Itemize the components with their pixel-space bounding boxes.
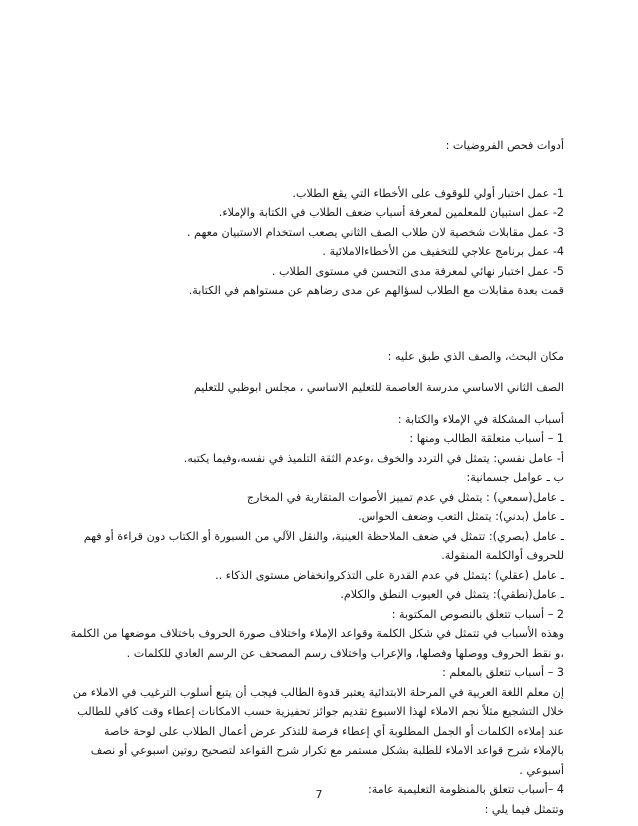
document-body	[70, 136, 564, 819]
cause-subheading: 4 –أسباب تتعلق بالمنظومة التعليمية عامة:	[368, 783, 564, 796]
cause-item: ـ عامل (بدني): يتمثل التعب وضعف الحواس.	[358, 510, 564, 523]
cause-subheading: 1 – أسباب متعلقة الطالب ومنها :	[409, 432, 564, 445]
tool-item: 1- عمل اختبار أولي للوقوف على الأخطاء التي يقع الطلاب.	[292, 186, 564, 200]
tool-item: 2- عمل استبيان للمعلمين لمعرفة أسباب ضعف الطلاب في الكتابة والإملاء.	[218, 206, 564, 219]
page-number: 7	[315, 788, 323, 801]
cause-item: ـ عامل (بصري): تتمثل في ضعف الملاحظة العينية، والنقل الآلي من السبورة أو الكتاب دون قراءة أو فهم للحروف أوالكلمة المنقولة.	[83, 529, 564, 562]
tool-item: 3- عمل مقابلات شخصية لان طلاب الصف الثاني يصعب استخدام الاستبيان معهم .	[186, 225, 564, 239]
cause-subheading: 3 – أسباب تتعلق بالمعلم :	[442, 666, 564, 679]
tool-item: 4- عمل برنامج علاجي للتخفيف من الأخطاءالاملائية .	[322, 245, 564, 258]
cause-item: أ- عامل نفسي: يتمثل في التردد والخوف ،وعدم الثقة التلميذ في نفسه،وفيما يكتبه.	[183, 451, 564, 465]
causes-heading: أسباب المشكلة في الإملاء والكتابة :	[397, 412, 564, 426]
tool-item: 5- عمل اختبار نهائي لمعرفة مدى التحسن في مستوى الطلاب .	[271, 264, 564, 278]
tools-heading: أدوات فحص الفروضيات :	[445, 139, 564, 152]
cause-item: ـ عامل(نطقي): يتمثل في العيوب النطق والكلام.	[340, 588, 564, 601]
cause-item: وتتمثل فيما يلي :	[484, 802, 564, 816]
cause-item: ـ عامل (عقلي) :يتمثل في عدم القدرة على التذكروانخفاض مستوى الذكاء ..	[215, 568, 564, 582]
place-text: الصف الثاني الاساسي مدرسة العاصمة للتعليم الاساسي ، مجلس ابوظبي للتعليم	[193, 381, 564, 394]
cause-paragraph: إن معلم اللغة العربية في المرحلة الابتدائية يعتبر قدوة الطالب فيجب أن يتبع أسلوب الترغيب في الاملاء من خلال التشجيع مثلاً نجم الاملاء لهذا الاسبوع تقديم جوائز تحفيزية حسب الامكانات إعطاء وقت كافي للطالب عند إملاءه الكلمات أو الجمل المطلوبة أي إعطاء فرصة للتذكر عرض أعمال الطلاب على لوحة خاصة بالإملاء شرح قواعد الاملاء للطلبة بشكل مستمر مع تكرار شرح القواعد لتصحيح روتين اسبوعي أو نصف أسبوعي .	[72, 685, 564, 777]
interviews-note: قمت بعدة مقابلات مع الطلاب لسؤالهم عن مدى رضاهم عن مستواهم في الكتابة.	[188, 284, 564, 297]
place-heading: مكان البحث، والصف الذي طبق عليه :	[387, 349, 564, 363]
cause-item: ـ عامل(سمعي) : يتمثل في عدم تمييز الأصوات المتقاربة في المخارج	[246, 490, 564, 504]
cause-subheading: 2 – أسباب تتعلق بالنصوص المكتوبة :	[391, 607, 564, 621]
cause-item: ب ـ عوامل جسمانية:	[466, 471, 564, 484]
cause-paragraph: وهذه الأسباب في تتمثل في شكل الكلمة وقواعد الإملاء واختلاف صورة الحروف باختلاف موضعها من الكلمة ،و نقط الحروف ووصلها وفصلها، والإعراب واختلاف رسم المصحف عن الرسم العادي للكلمات .	[70, 627, 564, 660]
